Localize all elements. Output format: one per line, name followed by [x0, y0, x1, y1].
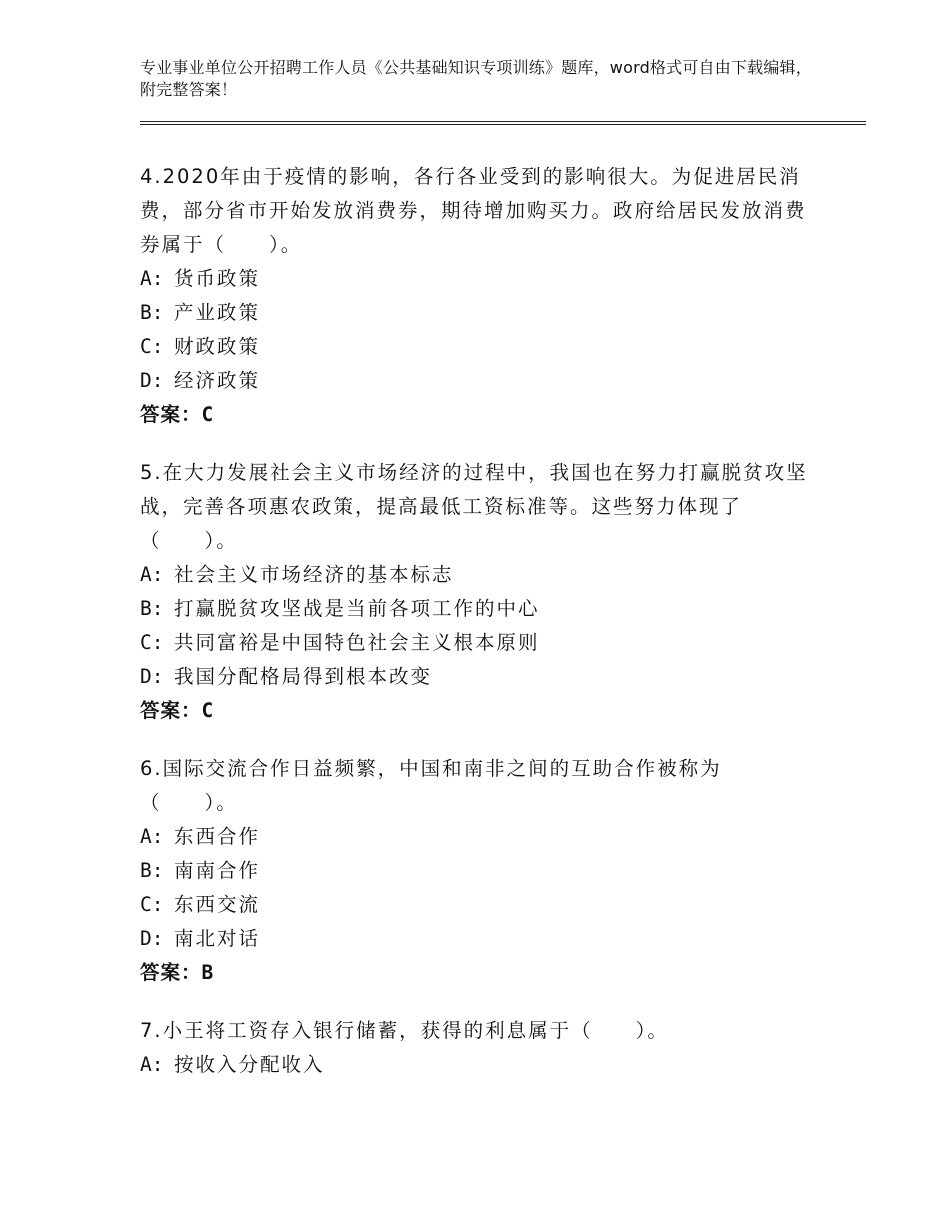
- header-text: 专业事业单位公开招聘工作人员《公共基础知识专项训练》题库，word格式可自由下载编辑，附完整答案！: [140, 58, 812, 99]
- option-text: 东西合作: [174, 825, 261, 848]
- answer-line: [140, 956, 810, 990]
- header-divider-top: [140, 121, 866, 122]
- answer-label: 答案：: [140, 961, 202, 984]
- option-text: 打赢脱贫攻坚战是当前各项工作的中心: [174, 597, 540, 620]
- question-text: 5.在大力发展社会主义市场经济的过程中，我国也在努力打赢脱贫攻坚战，完善各项惠农政策，提高最低工资标准等。这些努力体现了（ ）。: [140, 461, 808, 552]
- option-text: 社会主义市场经济的基本标志: [174, 563, 454, 586]
- answer-value: C: [201, 403, 215, 426]
- option-d: [140, 922, 810, 956]
- option-text: 南北对话: [174, 927, 261, 950]
- option-d: [140, 364, 810, 398]
- document-header: [140, 57, 820, 101]
- option-text: 货币政策: [174, 267, 261, 290]
- option-text: 财政政策: [174, 335, 261, 358]
- option-c: [140, 888, 810, 922]
- option-text: 产业政策: [174, 301, 261, 324]
- option-text: 经济政策: [174, 369, 261, 392]
- question-text: 4.2020年由于疫情的影响，各行各业受到的影响很大。为促进居民消费，部分省市开始发放消费券，期待增加购买力。政府给居民发放消费券属于（ ）。: [140, 165, 807, 256]
- answer-line: [140, 694, 810, 728]
- option-a: [140, 558, 810, 592]
- option-a: [140, 262, 810, 296]
- option-text: 我国分配格局得到根本改变: [174, 665, 433, 688]
- option-letter: D:: [140, 927, 164, 950]
- option-letter: B:: [140, 597, 164, 620]
- question-list: [140, 160, 810, 1106]
- answer-label: 答案：: [140, 699, 202, 722]
- option-b: [140, 854, 810, 888]
- question-7: [140, 1014, 810, 1082]
- option-letter: C:: [140, 335, 164, 358]
- option-text: 共同富裕是中国特色社会主义根本原则: [174, 631, 540, 654]
- option-letter: B:: [140, 859, 164, 882]
- option-letter: A:: [140, 267, 164, 290]
- option-a: [140, 1048, 810, 1082]
- question-5: [140, 456, 810, 728]
- option-a: [140, 820, 810, 854]
- option-text: 东西交流: [174, 893, 261, 916]
- answer-line: [140, 398, 810, 432]
- option-d: [140, 660, 810, 694]
- question-text: 7.小王将工资存入银行储蓄，获得的利息属于（ ）。: [140, 1019, 669, 1042]
- option-c: [140, 626, 810, 660]
- option-c: [140, 330, 810, 364]
- header-divider-bottom: [140, 124, 866, 125]
- option-letter: D:: [140, 665, 164, 688]
- question-6: [140, 752, 810, 990]
- answer-value: C: [201, 699, 215, 722]
- question-text: 6.国际交流合作日益频繁，中国和南非之间的互助合作被称为（ ）。: [140, 757, 722, 814]
- option-text: 按收入分配收入: [174, 1053, 325, 1076]
- question-4: [140, 160, 810, 432]
- option-text: 南南合作: [174, 859, 261, 882]
- answer-value: B: [201, 961, 215, 984]
- option-letter: C:: [140, 631, 164, 654]
- option-letter: D:: [140, 369, 164, 392]
- option-b: [140, 296, 810, 330]
- option-b: [140, 592, 810, 626]
- option-letter: B:: [140, 301, 164, 324]
- option-letter: A:: [140, 563, 164, 586]
- option-letter: C:: [140, 893, 164, 916]
- option-letter: A:: [140, 1053, 164, 1076]
- option-letter: A:: [140, 825, 164, 848]
- answer-label: 答案：: [140, 403, 202, 426]
